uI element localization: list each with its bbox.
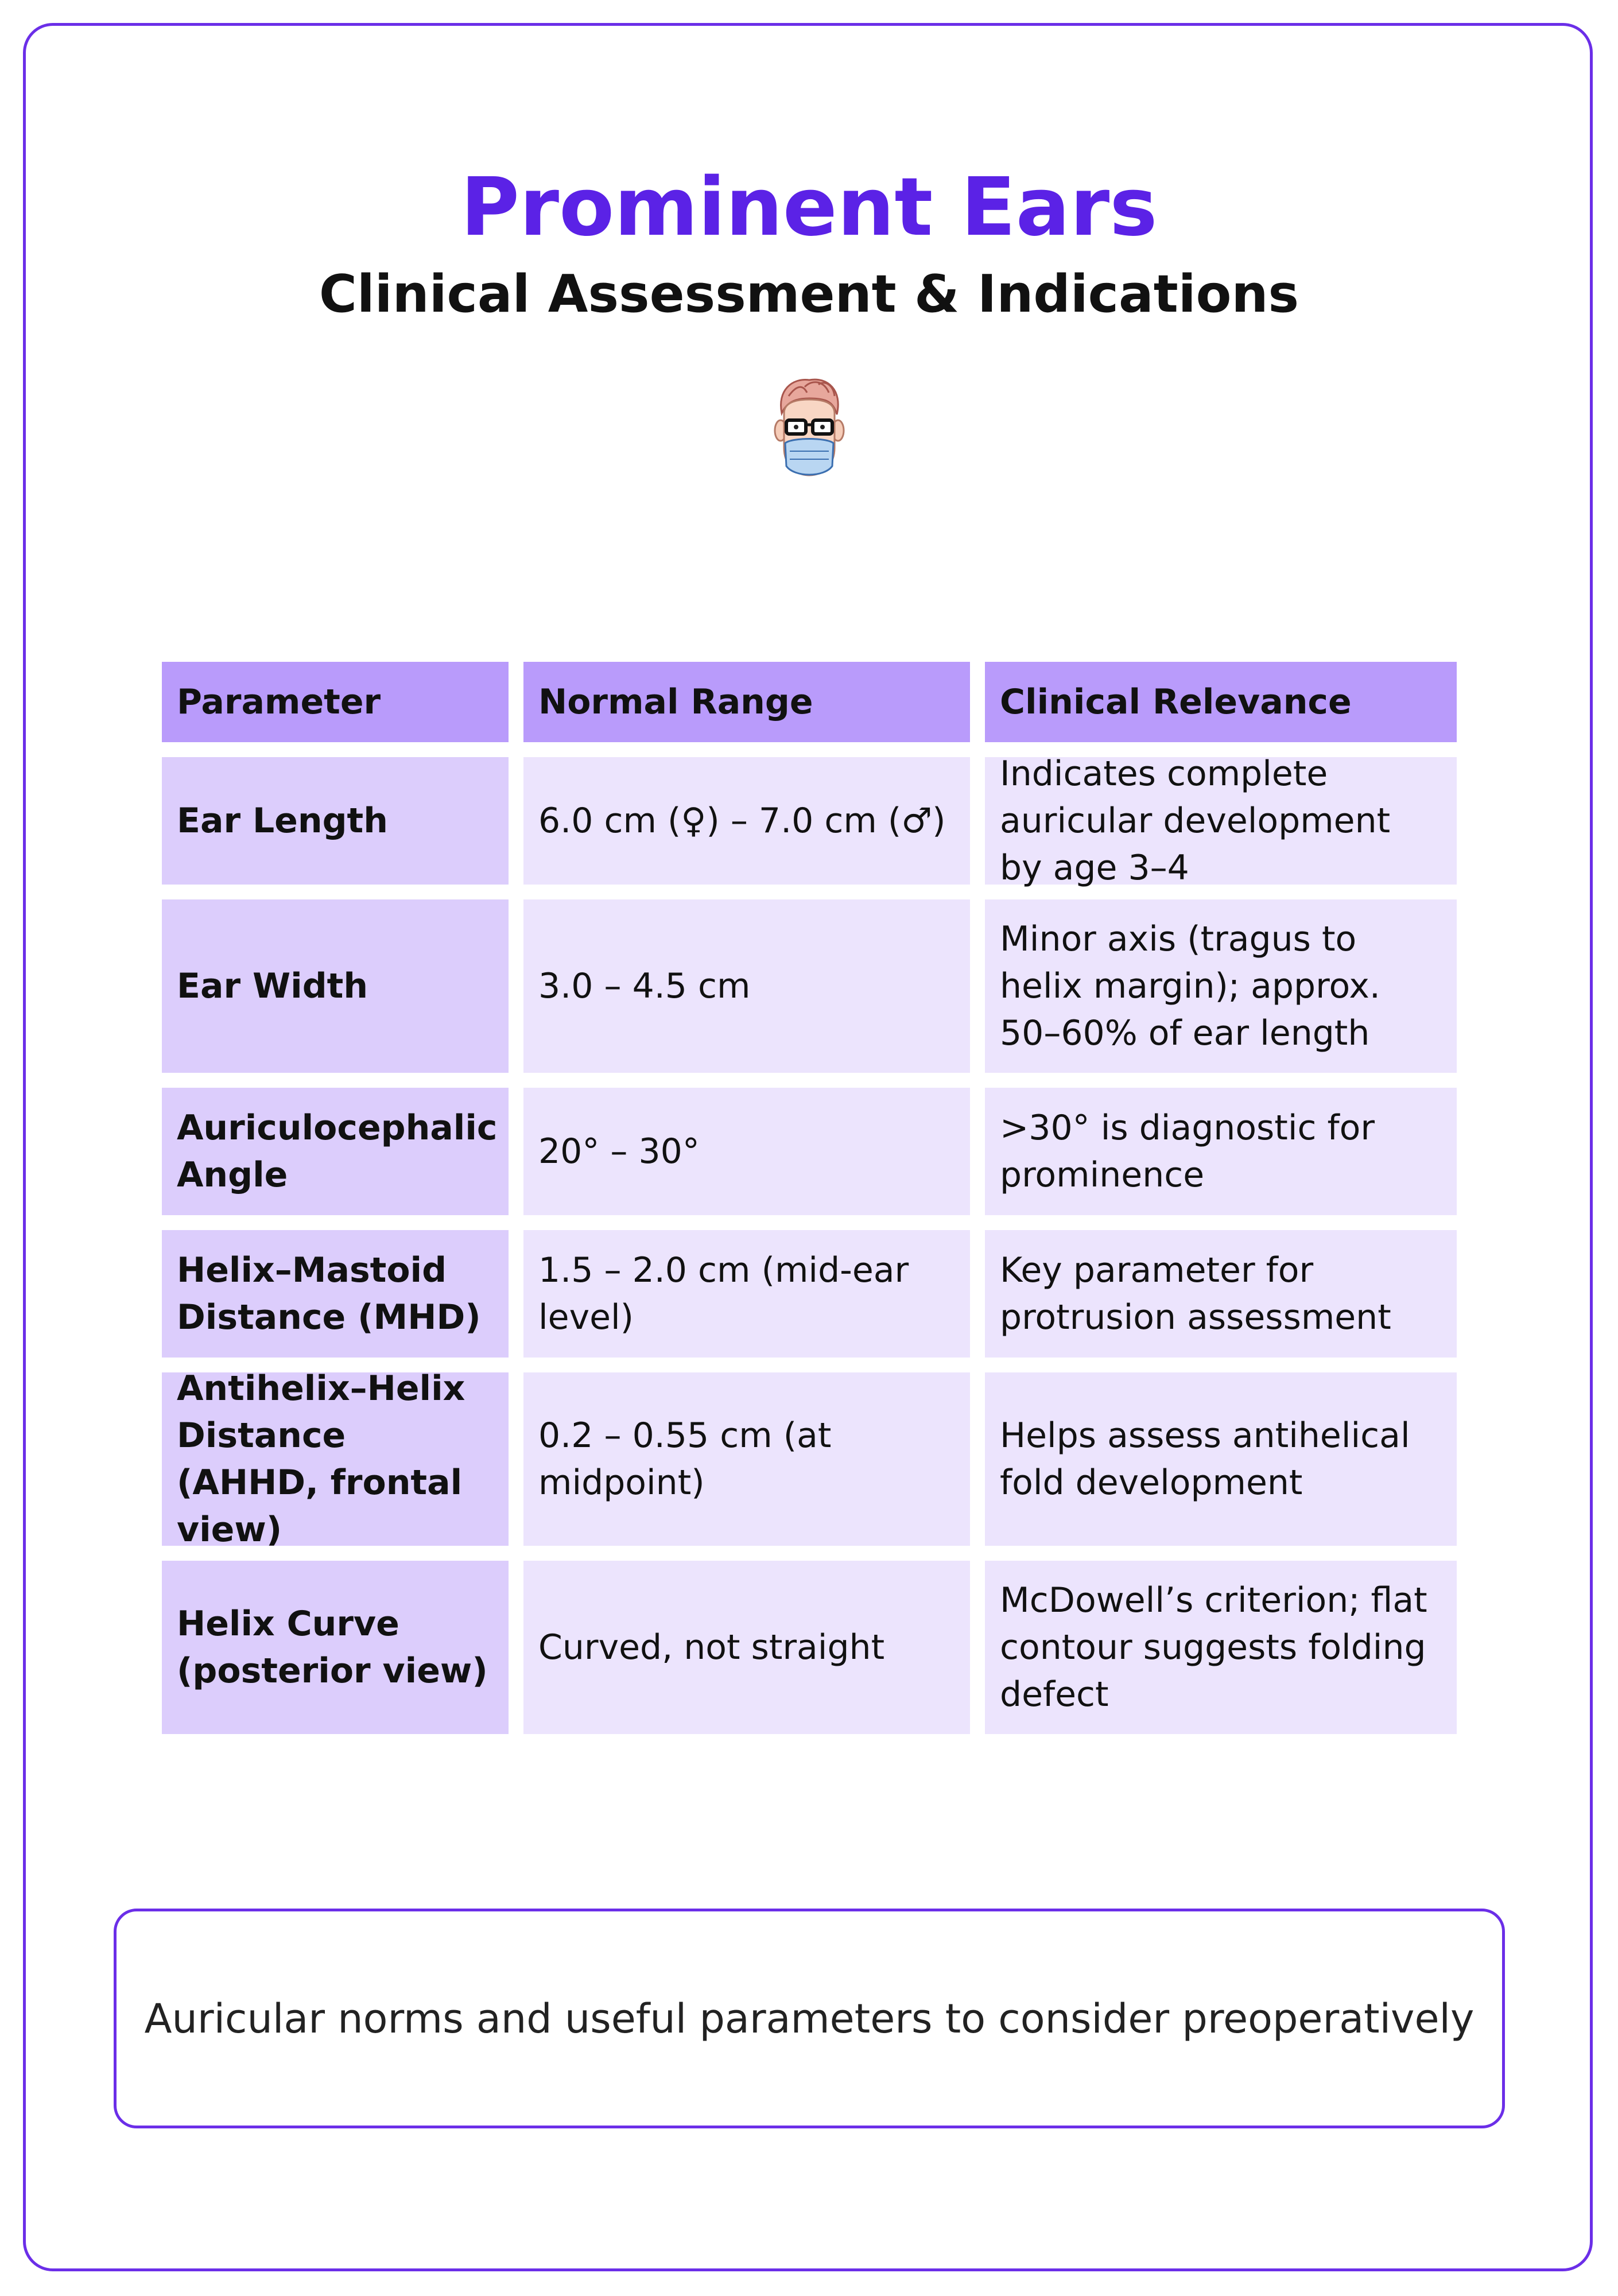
relevance-cell: Indicates complete auricular development by age 3–4 (985, 757, 1457, 885)
parameters-table (162, 662, 1457, 1749)
caption-box (114, 1909, 1505, 2128)
header-clinical-relevance: Clinical Relevance (985, 662, 1457, 742)
parameter-cell: Antihelix–Helix Distance (AHHD, frontal view) (162, 1372, 509, 1546)
table-header-row (162, 662, 1457, 742)
range-cell: 0.2 – 0.55 cm (at midpoint) (523, 1372, 970, 1546)
page-subtitle: Clinical Assessment & Indications (319, 264, 1299, 324)
table-row (162, 1368, 1457, 1550)
table-row (162, 1561, 1457, 1734)
doctor-avatar-icon (769, 373, 849, 488)
relevance-cell: Minor axis (tragus to helix margin); approx. 50–60% of ear length (985, 899, 1457, 1073)
parameter-cell: Ear Length (162, 757, 509, 885)
header-normal-range: Normal Range (523, 662, 970, 742)
parameter-cell: Ear Width (162, 899, 509, 1073)
page-title: Prominent Ears (460, 161, 1158, 254)
header-parameter: Parameter (162, 662, 509, 742)
table-row (162, 899, 1457, 1073)
table-row (162, 754, 1457, 888)
range-cell: Curved, not straight (523, 1561, 970, 1734)
table-row (162, 1088, 1457, 1215)
range-cell: 20° – 30° (523, 1088, 970, 1215)
table-row (162, 1230, 1457, 1358)
range-cell: 6.0 cm (♀) – 7.0 cm (♂) (523, 757, 970, 885)
parameter-cell: Helix–Mastoid Distance (MHD) (162, 1230, 509, 1358)
parameter-cell: Auriculocephalic Angle (162, 1088, 509, 1215)
relevance-cell: >30° is diagnostic for prominence (985, 1088, 1457, 1215)
range-cell: 3.0 – 4.5 cm (523, 899, 970, 1073)
range-cell: 1.5 – 2.0 cm (mid-ear level) (523, 1230, 970, 1358)
caption-text: Auricular norms and useful parameters to consider preoperatively (144, 1995, 1475, 2042)
relevance-cell: McDowell’s criterion; flat contour suggests folding defect (985, 1561, 1457, 1734)
relevance-cell: Key parameter for protrusion assessment (985, 1230, 1457, 1358)
parameter-cell: Helix Curve (posterior view) (162, 1561, 509, 1734)
relevance-cell: Helps assess antihelical fold development (985, 1372, 1457, 1546)
